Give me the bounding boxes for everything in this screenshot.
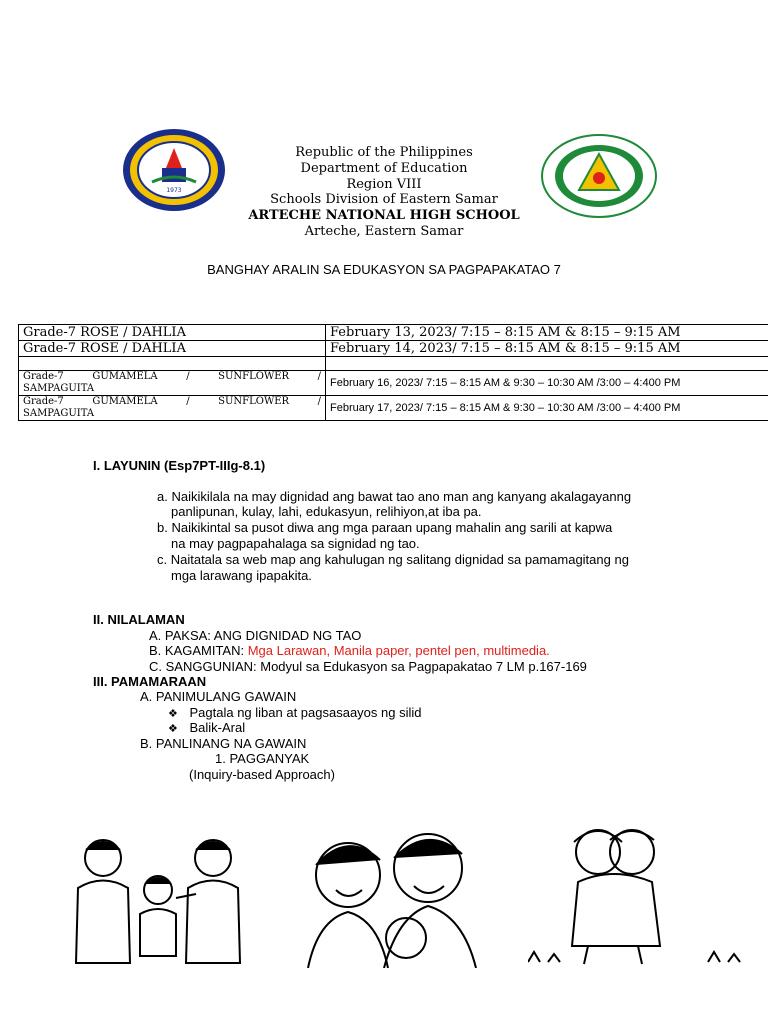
kagamitan-value: Mga Larawan, Manila paper, pentel pen, multimedia.	[247, 643, 550, 658]
kagamitan-label: B. KAGAMITAN:	[149, 643, 248, 658]
date-cell: February 14, 2023/ 7:15 – 8:15 AM & 8:15 – 9:15 AM	[326, 341, 768, 357]
section-cell	[19, 371, 326, 396]
objective-c-line1: c. Naitatala sa web map ang kahulugan ng salitang dignidad sa pamamagitang ng	[157, 552, 629, 567]
layunin-heading: I. LAYUNIN (Esp7PT-IIIg-8.1)	[93, 458, 266, 473]
objective-a-line1: a. Naikikilala na may dignidad ang bawat tao ano man ang kanyang akalagayanng	[157, 489, 632, 504]
bullet-item: ❖ Balik-Aral	[168, 720, 246, 735]
friends-illustration	[288, 820, 486, 968]
logo-year: 1973	[166, 187, 182, 194]
section-tail: SAMPAGUITA	[23, 383, 95, 394]
section-name: GUMAMELA	[92, 371, 158, 382]
diamond-bullet-icon: ❖	[168, 723, 178, 735]
date-cell: February 16, 2023/ 7:15 – 8:15 AM & 9:30 – 10:30 AM /3:00 – 4:400 PM	[326, 371, 768, 396]
bullet-item: ❖ Pagtala ng liban at pagsasaayos ng silid	[168, 705, 422, 720]
table-row	[19, 357, 768, 371]
table-row	[19, 396, 768, 421]
paksa: A. PAKSA: ANG DIGNIDAD NG TAO	[149, 628, 362, 643]
nilalaman-heading: II. NILALAMAN	[93, 612, 185, 627]
header-republic: Republic of the Philippines	[295, 145, 473, 160]
section-cell	[19, 396, 326, 421]
section-sep: /	[186, 396, 190, 407]
hugging-illustration	[528, 822, 750, 968]
section-name: SUNFLOWER	[218, 371, 290, 382]
document-title: BANGHAY ARALIN SA EDUKASYON SA PAGPAPAKATAO 7	[207, 262, 561, 277]
panimulang-gawain: A. PANIMULANG GAWAIN	[140, 689, 297, 704]
section-grade: Grade-7	[23, 371, 64, 382]
date-cell: February 17, 2023/ 7:15 – 8:15 AM & 9:30 – 10:30 AM /3:00 – 4:400 PM	[326, 396, 768, 421]
table-row	[19, 325, 768, 341]
header-location: Arteche, Eastern Samar	[304, 224, 464, 239]
pamamaraan-heading: III. PAMAMARAAN	[93, 674, 207, 689]
section-cell: Grade-7 ROSE / DAHLIA	[19, 325, 326, 341]
kagamitan	[149, 643, 550, 659]
header-deped: Department of Education	[300, 161, 468, 176]
table-row	[19, 371, 768, 396]
table-row	[19, 341, 768, 357]
section-sep: /	[317, 396, 321, 407]
header-school-name: ARTECHE NATIONAL HIGH SCHOOL	[248, 208, 520, 223]
section-cell: Grade-7 ROSE / DAHLIA	[19, 341, 326, 357]
date-cell: February 13, 2023/ 7:15 – 8:15 AM & 8:15 – 9:15 AM	[326, 325, 768, 341]
diamond-bullet-icon: ❖	[168, 708, 178, 720]
date-cell	[326, 357, 768, 371]
section-name: GUMAMELA	[92, 396, 158, 407]
section-tail: SAMPAGUITA	[23, 408, 95, 419]
objective-b-line2: na may pagpapahalaga sa signidad ng tao.	[171, 536, 420, 551]
schedule-table	[18, 324, 768, 421]
sanggunian: C. SANGGUNIAN: Modyul sa Edukasyon sa Pagpapakatao 7 LM p.167-169	[149, 659, 587, 674]
pagganyak: 1. PAGGANYAK	[215, 751, 310, 766]
objective-a-line2: panlipunan, kulay, lahi, edukasyun, relihiyon,at iba pa.	[171, 504, 482, 519]
pagganyak-note: (Inquiry-based Approach)	[189, 767, 335, 782]
bullying-illustration	[58, 828, 263, 968]
section-sep: /	[186, 371, 190, 382]
section-name: SUNFLOWER	[218, 396, 290, 407]
header-division: Schools Division of Eastern Samar	[270, 192, 498, 207]
section-sep: /	[317, 371, 321, 382]
section-cell	[19, 357, 326, 371]
section-grade: Grade-7	[23, 396, 64, 407]
panlinang-gawain: B. PANLINANG NA GAWAIN	[140, 736, 307, 751]
objective-c-line2: mga larawang ipapakita.	[171, 568, 312, 583]
header-region: Region VIII	[346, 177, 422, 192]
objective-b-line1: b. Naikikintal sa pusot diwa ang mga paraan upang mahalin ang sarili at kapwa	[157, 520, 613, 535]
